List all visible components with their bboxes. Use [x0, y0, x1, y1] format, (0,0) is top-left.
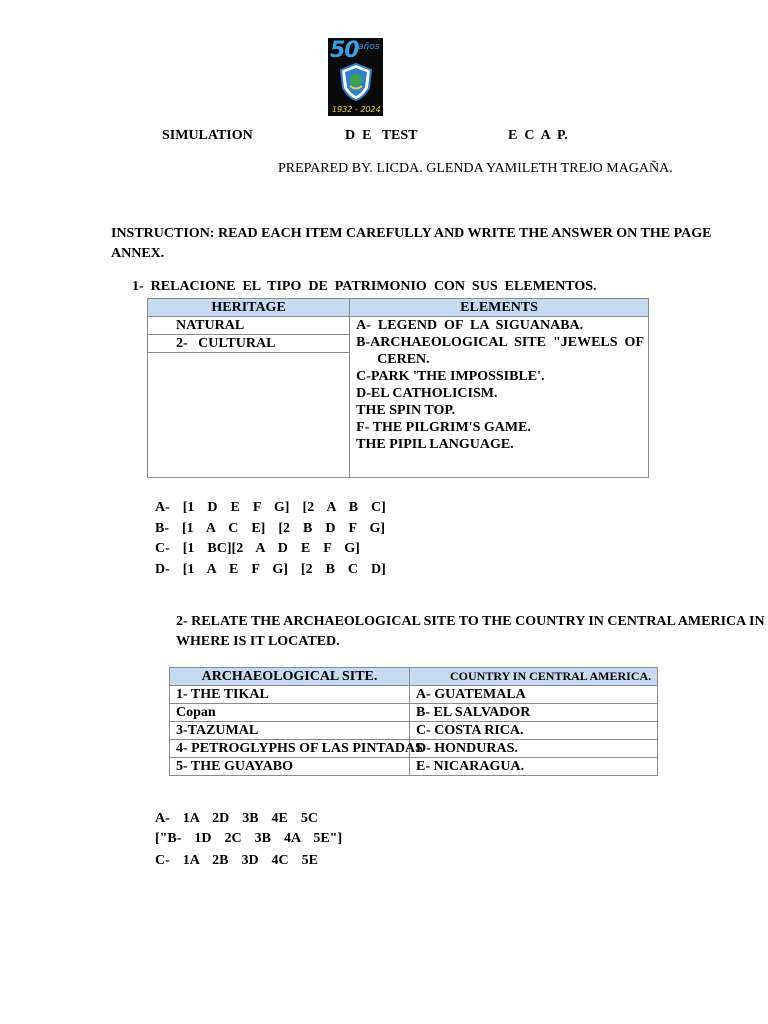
q1-option-d: D- [1 A E F G] [2 B C D]	[155, 562, 386, 577]
table-row	[170, 758, 658, 776]
site-header: ARCHAEOLOGICAL SITE.	[170, 668, 410, 686]
heritage-table	[147, 298, 649, 478]
site-cell: 5- THE GUAYABO	[170, 758, 410, 776]
title-simulation: SIMULATION	[162, 128, 253, 143]
q1-option-a: A- [1 D E F G] [2 A B C]	[155, 500, 386, 515]
elements-cell	[350, 317, 649, 478]
q1-option-b: B- [1 A C E] [2 B D F G]	[155, 521, 386, 536]
prepared-by: PREPARED BY. LICDA. GLENDA YAMILETH TREJO MAGAÑA.	[278, 161, 673, 176]
element-item: THE PIPIL LANGUAGE.	[356, 437, 514, 452]
country-cell: C- COSTA RICA.	[410, 722, 658, 740]
school-anniversary-logo	[328, 38, 383, 116]
element-item: B-ARCHAEOLOGICAL SITE "JEWELS OF	[356, 335, 644, 350]
site-cell: Copan	[170, 704, 410, 722]
question-2-title-line-2: WHERE IS IT LOCATED.	[176, 634, 340, 649]
heritage-item-cultural: 2- CULTURAL	[148, 335, 349, 353]
instruction-line-2: ANNEX.	[111, 246, 165, 261]
element-item: F- THE PILGRIM'S GAME.	[356, 420, 531, 435]
heritage-cell	[148, 317, 350, 478]
table-row	[170, 740, 658, 758]
q2-option-c: C- 1A 2B 3D 4C 5E	[155, 853, 319, 868]
logo-years: 1932 - 2024	[332, 105, 381, 114]
question-1-title: 1- RELACIONE EL TIPO DE PATRIMONIO CON SUS ELEMENTOS.	[132, 279, 597, 294]
q2-option-b: ["B- 1D 2C 3B 4A 5E"]	[155, 831, 343, 846]
elements-header: ELEMENTS	[350, 299, 649, 317]
element-item: THE SPIN TOP.	[356, 403, 456, 418]
country-cell: E- NICARAGUA.	[410, 758, 658, 776]
heritage-header: HERITAGE	[148, 299, 350, 317]
country-cell: B- EL SALVADOR	[410, 704, 658, 722]
archaeological-site-table	[169, 667, 658, 776]
logo-number: 50	[330, 38, 359, 63]
table-row	[170, 704, 658, 722]
title-ecap: E C A P.	[508, 128, 568, 143]
q1-option-c: C- [1 BC][2 A D E F G]	[155, 541, 360, 556]
element-item: A- LEGEND OF LA SIGUANABA.	[356, 318, 584, 333]
title-test: D E TEST	[345, 128, 418, 143]
instruction-line-1: INSTRUCTION: READ EACH ITEM CAREFULLY AND WRITE THE ANSWER ON THE PAGE	[111, 226, 712, 241]
site-cell: 3-TAZUMAL	[170, 722, 410, 740]
element-item: D-EL CATHOLICISM.	[356, 386, 498, 401]
question-2-title-line-1: 2- RELATE THE ARCHAEOLOGICAL SITE TO THE COUNTRY IN CENTRAL AMERICA IN	[176, 614, 765, 629]
element-item: CEREN.	[377, 352, 430, 367]
table-row	[170, 686, 658, 704]
shield-icon	[338, 62, 374, 102]
element-item: C-PARK 'THE IMPOSSIBLE'.	[356, 369, 545, 384]
country-cell: D- HONDURAS.	[410, 740, 658, 758]
site-cell: 1- THE TIKAL	[170, 686, 410, 704]
q2-option-a: A- 1A 2D 3B 4E 5C	[155, 811, 319, 826]
site-cell: 4- PETROGLYPHS OF LAS PINTADAS	[170, 740, 410, 758]
heritage-item-natural: NATURAL	[148, 317, 349, 335]
table-row	[170, 722, 658, 740]
logo-word: años	[358, 42, 380, 52]
country-header: COUNTRY IN CENTRAL AMERICA.	[410, 668, 658, 686]
country-cell: A- GUATEMALA	[410, 686, 658, 704]
